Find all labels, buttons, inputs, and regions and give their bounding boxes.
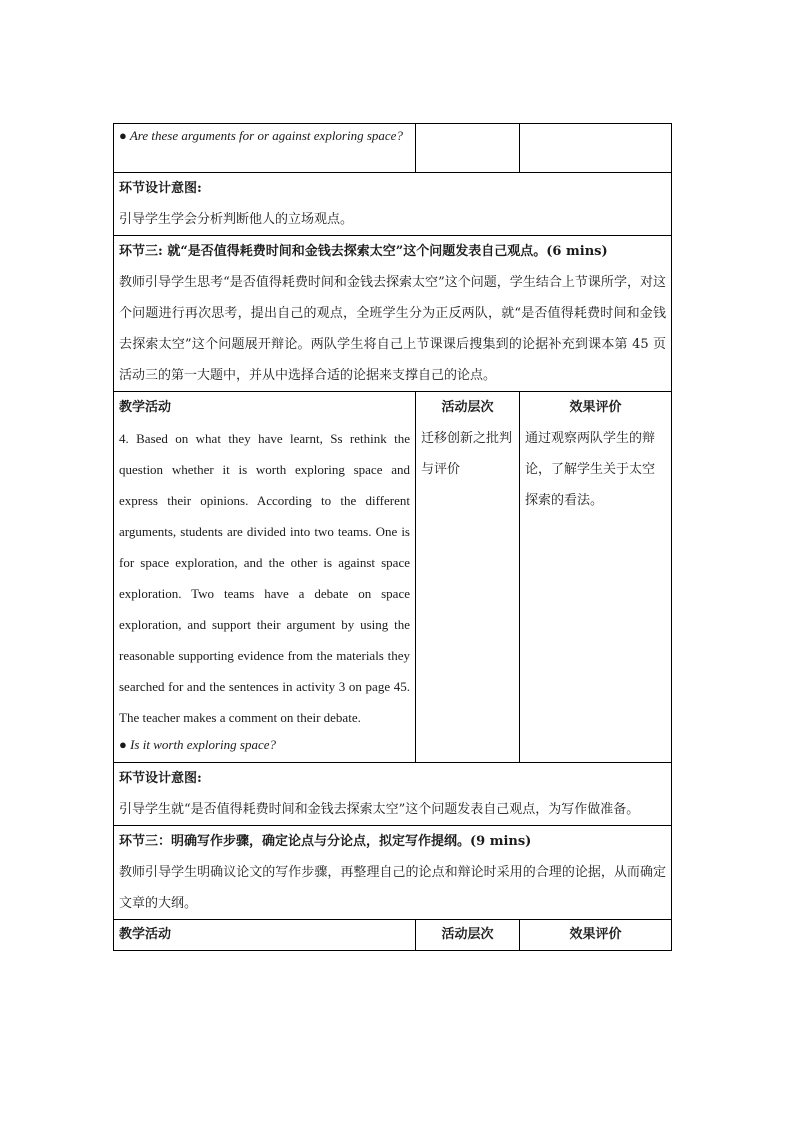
header2-level-cell (416, 920, 520, 951)
design-intent-2-title: 环节设计意图: (119, 771, 202, 786)
header-activity: 教学活动 (119, 400, 172, 415)
design-intent-1-cell (114, 173, 672, 236)
activity4-text: 4. Based on what they have learnt, Ss rethink the question whether it is worth exploring space and express their opinions. According to the different arguments, students are divided into two teams. One is for space exploration, and the other is against space exploration. Two teams have a debate on space exploration, and support their argument by using the reasonable supporting evidence from the materials they searched for and the sentences in activity 3 on page 45. The teacher makes a comment on their debate. (119, 431, 410, 725)
activity-column-cell (114, 392, 416, 763)
row-step3a (114, 236, 672, 392)
step3b-text: 教师引导学生明确议论文的写作步骤，再整理自己的论点和辩论时采用的合理的论据，从而确定文章的大纲。 (119, 865, 666, 911)
row-design-intent-2 (114, 763, 672, 826)
step3a-text: 教师引导学生思考“是否值得耗费时间和金钱去探索太空”这个问题，学生结合上节课所学，对这个问题进行再次思考，提出自己的观点，全班学生分为正反两队，就“是否值得耗费时间和金钱去探索太空”这个问题展开辩论。两队学生将自己上节课课后搜集到的论据补充到课本第 45 页活动三的第一大题中，并从中选择合适的论据来支撑自己的论点。 (119, 275, 666, 383)
eval-column-cell (520, 392, 672, 763)
header2-eval: 效果评价 (569, 927, 622, 942)
activity4-eval: 通过观察两队学生的辩论，了解学生关于太空探索的看法。 (525, 431, 656, 508)
step3b-title: 环节三：明确写作步骤，确定论点与分论点，拟定写作提纲。(9 mins) (119, 834, 532, 849)
step3a-cell (114, 236, 672, 392)
lesson-plan-table (113, 123, 672, 951)
header2-eval-cell (520, 920, 672, 951)
bullet-question-cell (114, 124, 416, 173)
activity4-level: 迁移创新之批判与评价 (421, 431, 513, 477)
design-intent-2-text: 引导学生就“是否值得耗费时间和金钱去探索太空”这个问题发表自己观点，为写作做准备。 (119, 802, 640, 817)
row-design-intent-1 (114, 173, 672, 236)
level-column-cell (416, 392, 520, 763)
design-intent-1-title: 环节设计意图: (119, 181, 202, 196)
row-bullet-question (114, 124, 672, 173)
header2-activity-cell (114, 920, 416, 951)
header-level: 活动层次 (441, 400, 494, 415)
row-activity-headers (114, 392, 672, 763)
step3a-title: 环节三: 就“是否值得耗费时间和金钱去探索太空”这个问题发表自己观点。(6 mins) (119, 244, 608, 259)
step3b-cell (114, 826, 672, 920)
header2-level: 活动层次 (441, 927, 494, 942)
row-activity-headers-2 (114, 920, 672, 951)
row-step3b (114, 826, 672, 920)
design-intent-2-cell (114, 763, 672, 826)
lesson-plan-document (113, 123, 671, 951)
design-intent-1-text: 引导学生学会分析判断他人的立场观点。 (119, 212, 354, 227)
empty-level-cell (416, 124, 520, 173)
header2-activity: 教学活动 (119, 927, 172, 942)
bullet-question: ● Are these arguments for or against exploring space? (119, 128, 403, 143)
empty-eval-cell (520, 124, 672, 173)
activity4-bullet: ● Is it worth exploring space? (119, 737, 276, 752)
header-eval: 效果评价 (569, 400, 622, 415)
